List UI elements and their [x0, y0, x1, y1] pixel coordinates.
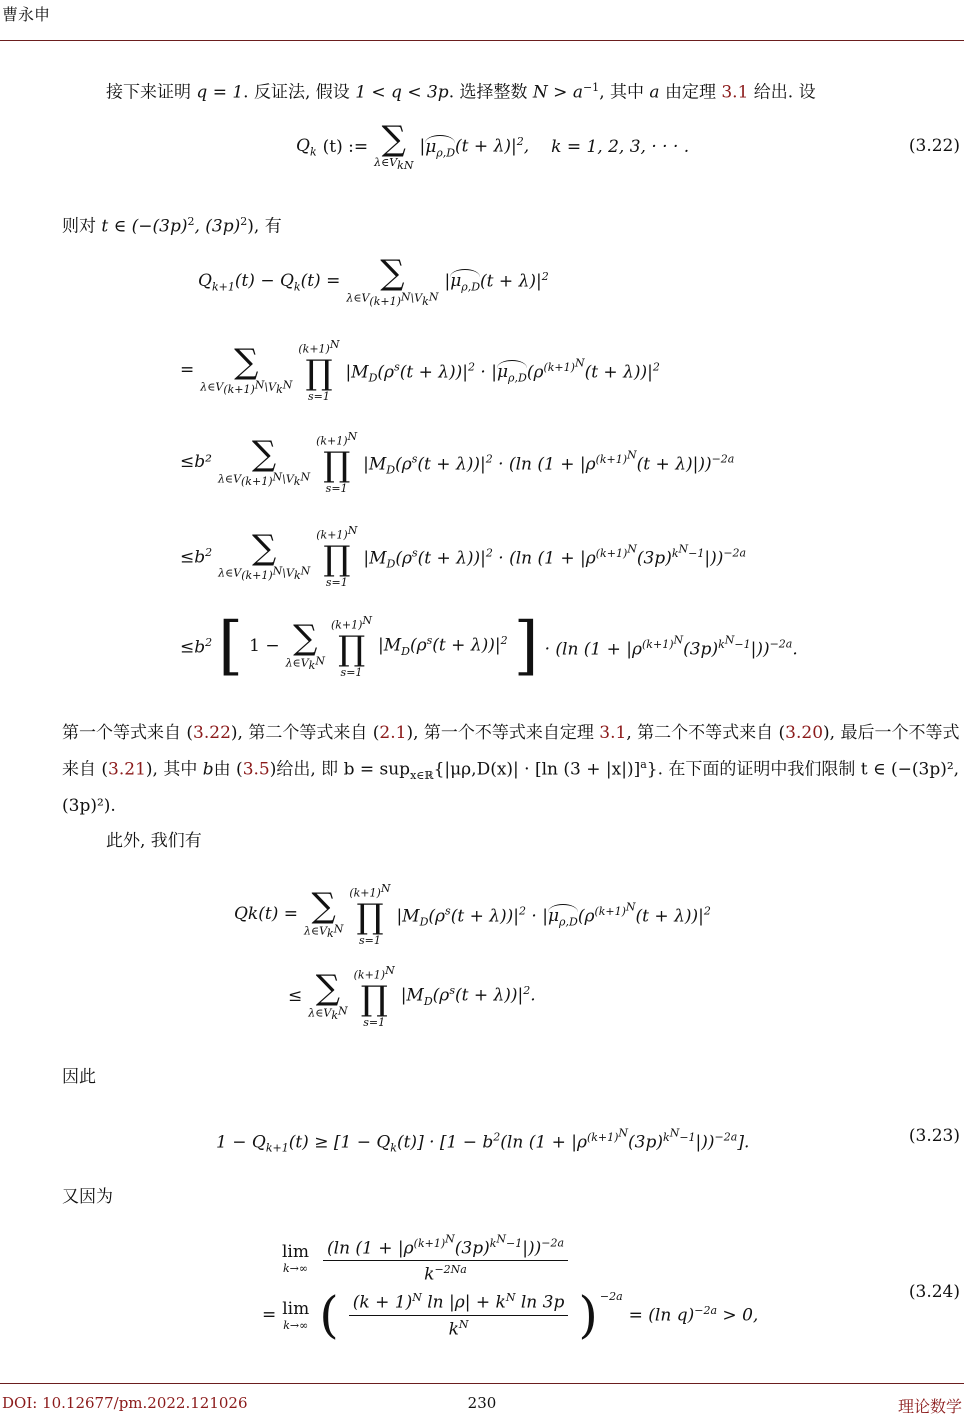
chain-l1-sum: ∑ $\lambda\in V_{(k+1)^N}\backslash V_{k^N}$: [346, 253, 439, 308]
chain-line-4: $\le b^2$ ∑ $\lambda\in V_{(k+1)^N}\backslash V_{k^N}$ $(k+1)^N$ ∏ s=1 $|M_D(\rho^s(t + \lambda))|^2 \cdot (\ln$ $(1 + |\rho^{(k+1)^N}(3p)^{k^N-1}|))^{-2a}$: [180, 524, 747, 589]
p3-h: 由 (: [213, 759, 243, 780]
p2-math-b: t ∈ (−(3p): [101, 216, 188, 237]
eq322-sum-subsub: kN: [397, 159, 414, 173]
p3-f: ), 其中: [145, 759, 203, 780]
p1-text-h: , 其中: [599, 82, 650, 103]
p2-text-f: ), 有: [247, 216, 282, 237]
chain-l4-prod: $(k+1)^N$ ∏ s=1: [316, 524, 358, 589]
p1-math-q: q = 1: [196, 82, 244, 103]
eq324-line-1: [282, 1232, 572, 1285]
p3-g: b: [202, 759, 214, 780]
p1-text-e: . 选择整数: [448, 82, 533, 103]
eq324-lim-1: lim: [282, 1241, 309, 1262]
eq324-number: (3.24): [908, 1282, 960, 1302]
p3-e: ), 最后一个不等式来自 (: [62, 723, 960, 780]
chain-l5-prod: $(k+1)^N$ ∏ s=1: [330, 614, 373, 679]
eq322-def: (t) :=: [322, 137, 369, 158]
footer-page-number: 230: [467, 1394, 497, 1412]
footer-rule: [0, 1383, 964, 1384]
chain-l3-b2: ≤b²: [180, 452, 212, 473]
eq322-Q: Q: [296, 135, 310, 156]
chain-l4-sum: ∑ $\lambda\in V_{(k+1)^N}\backslash V_{k^N}$: [218, 527, 311, 583]
p3-a: 第一个等式来自 (: [62, 723, 194, 743]
qk-l1-prod: $(k+1)^N$ ∏ s=1: [349, 882, 391, 947]
qk-l1-lhs: Qk(t) =: [234, 904, 298, 925]
header-rule: [0, 40, 964, 41]
eq324-exp: −2a: [599, 1290, 623, 1303]
qk-line-2: ≤ ∑ $\lambda\in V_{k^N}$ $(k+1)^N$ ∏ s=1 $|M_D(\rho^s(t + \lambda))|^2$.: [288, 964, 536, 1029]
paragraph-1: [62, 72, 962, 109]
p3-ref-3-22[interactable]: 3.22: [193, 723, 231, 743]
paragraph-3: [62, 718, 962, 822]
qk-l2-leq: ≤: [288, 986, 303, 1007]
header-author: 曹永申: [2, 5, 51, 24]
equation-3-22: $Q_k$ (t) := ∑ $\lambda\in V_{kN}$ $|\mu_{\rho,D}(t + \lambda)|^2$, k = 1, 2, 3, · · · .: [296, 119, 690, 173]
p3-b: ), 第二个等式来自 (: [230, 723, 380, 743]
paragraph-6: 又因为: [62, 1187, 113, 1207]
p1-ref-theorem[interactable]: 3.1: [721, 82, 749, 103]
p1-math-ineq: 1 < q < 3p: [355, 82, 449, 103]
chain-l5-one-minus: 1 −: [249, 636, 280, 657]
p3-ref-2-1[interactable]: 2.1: [379, 723, 407, 743]
chain-l5-sum: ∑ $\lambda\in V_{k^N}$: [285, 617, 325, 673]
p3-ref-3-21[interactable]: 3.21: [108, 759, 146, 780]
eq324-limsub-1: k→∞: [282, 1261, 309, 1275]
eq322-number: (3.22): [908, 136, 960, 156]
p1-text-j: 由定理: [659, 82, 722, 103]
p3-m: }. 在下面的证明中我们限制 t ∈ (−(3p)², (3p)²).: [62, 759, 960, 817]
footer-journal-link[interactable]: 理论数学: [897, 1397, 962, 1416]
eq322-k: k: [309, 145, 317, 159]
chain-l2-prod: $(k+1)^N$ ∏ s=1: [298, 338, 340, 403]
eq323-number: (3.23): [908, 1126, 960, 1146]
paragraph-5: 因此: [62, 1067, 96, 1087]
chain-line-2: = ∑ $\lambda\in V_{(k+1)^N}\backslash V_{k^N}$ $(k+1)^N$ ∏ s=1 $|M_D(\rho^s(t + \lambda))|^2 \cdot |\mu_{\rho,D}(\rho^{(k+1)^N}(t + \lambda))|^2$: [180, 338, 660, 403]
paragraph-4: 此外, 我们有: [106, 831, 202, 851]
p3-k: {|μρ,D(x)| · [ln (3 + |x|)]: [433, 759, 641, 780]
footer-doi-link[interactable]: DOI: 10.12677/pm.2022.121026: [2, 1394, 248, 1412]
qk-l2-prod: $(k+1)^N$ ∏ s=1: [353, 964, 395, 1029]
eq324-line-2: = lim k→∞ ( $\frac{(k + 1)^N \ln |\rho| + k^N \ln 3p}{k^N}$ ) $^{-2a}$ = (ln q)$^{-2a}$ > 0,: [262, 1286, 759, 1344]
qk-l2-sum: ∑ $\lambda\in V_{k^N}$: [308, 967, 348, 1023]
p3-i: )给出, 即 b = sup: [269, 759, 411, 780]
eq324-frac-1: $\frac{(\ln (1 + |\rho^{(k+1)^N}(3p)^{k^N-1}|))^{-2a}}{k^{-2Na}}$: [323, 1232, 568, 1285]
p3-ref-3-5[interactable]: 3.5: [242, 759, 270, 780]
qk-l1-sum: ∑ $\lambda\in V_{k^N}$: [303, 885, 344, 941]
chain-line-1: $Q_{k+1}(t) - Q_k(t)$ = ∑ $\lambda\in V_{(k+1)^N}\backslash V_{k^N}$ $|\mu_{\rho,D}(t + \lambda)|^2$: [198, 253, 549, 308]
p1-sup: −1: [582, 81, 600, 94]
eq322-sum: ∑ $\lambda\in V_{kN}$: [374, 119, 414, 173]
chain-l3-sum: ∑ $\lambda\in V_{(k+1)^N}\backslash V_{k^N}$: [217, 433, 311, 489]
p1-math-a: a: [649, 82, 660, 103]
p3-d: , 第二个不等式来自 (: [626, 723, 786, 743]
p1-math-N: N > a: [532, 82, 583, 103]
chain-l3-prod: $(k+1)^N$ ∏ s=1: [316, 430, 358, 495]
qk-line-1: Qk(t) = ∑ $\lambda\in V_{k^N}$ $(k+1)^N$ ∏ s=1 $|M_D(\rho^s(t + \lambda))|^2 \cdot |\mu_{\rho,D}(\rho^{(k+1)^N}(t + \lambda))|^2$: [234, 882, 711, 947]
p1-text-c: . 反证法, 假设: [243, 82, 356, 103]
p2-text-a: 则对: [62, 216, 102, 237]
chain-line-3: ≤b² ∑ $\lambda\in V_{(k+1)^N}\backslash V_{k^N}$ $(k+1)^N$ ∏ s=1 $|M_D(\rho^s(t + \lambda))|^2 \cdot (\ln$ $(1 + |\rho^{(k+1)^N}(t + \lambda)|))^{-2a}$: [180, 430, 735, 495]
eq322-cond: k = 1, 2, 3, · · · .: [551, 137, 690, 158]
p3-j: x∈ℝ: [410, 769, 434, 783]
chain-l2-sum: ∑ $\lambda\in V_{(k+1)^N}\backslash V_{k^N}$: [200, 341, 293, 397]
eq324-frac-2: $\frac{(k + 1)^N \ln |\rho| + k^N \ln 3p}{k^N}$: [349, 1291, 569, 1339]
chain-l2-prod-sub: s=1: [307, 389, 330, 403]
p3-ref-3-1[interactable]: 3.1: [599, 723, 627, 743]
p2-math-d: , (3p): [194, 216, 241, 237]
equation-3-23: $1 - Q_{k+1}(t) \ge [1 - Q_k(t)] \cdot [1 - b^2(\ln$ $(1 + |\rho^{(k+1)^N}(3p)^{k^N-1}|))^{-2a}$].: [216, 1126, 750, 1155]
p2-sup-e: 2: [240, 215, 248, 228]
chain-l2-eq: =: [180, 360, 195, 381]
eq322-term: (t + λ)|: [455, 136, 517, 157]
p1-text-k: 给出. 设: [748, 82, 816, 103]
paragraph-2: [62, 206, 282, 243]
p2-sup-c: 2: [187, 215, 195, 228]
eq322-sum-sub: λ∈V: [374, 156, 398, 169]
eq324-eq: =: [262, 1305, 277, 1325]
p1-text-a: 接下来证明: [106, 82, 197, 103]
p3-c: ), 第一个不等式来自定理: [406, 723, 600, 743]
chain-line-5: $\le b^2$ [ 1 − ∑ $\lambda\in V_{k^N}$ $(k+1)^N$ ∏ s=1 $|M_D(\rho^s(t + \lambda))|^2$ ] · (ln $(1 + |\rho^{(k+1)^N}(3p)^{k^N-1}|))^{-2a}$.: [180, 609, 798, 684]
p3-l: a: [640, 758, 647, 771]
p3-ref-3-20[interactable]: 3.20: [785, 723, 824, 743]
